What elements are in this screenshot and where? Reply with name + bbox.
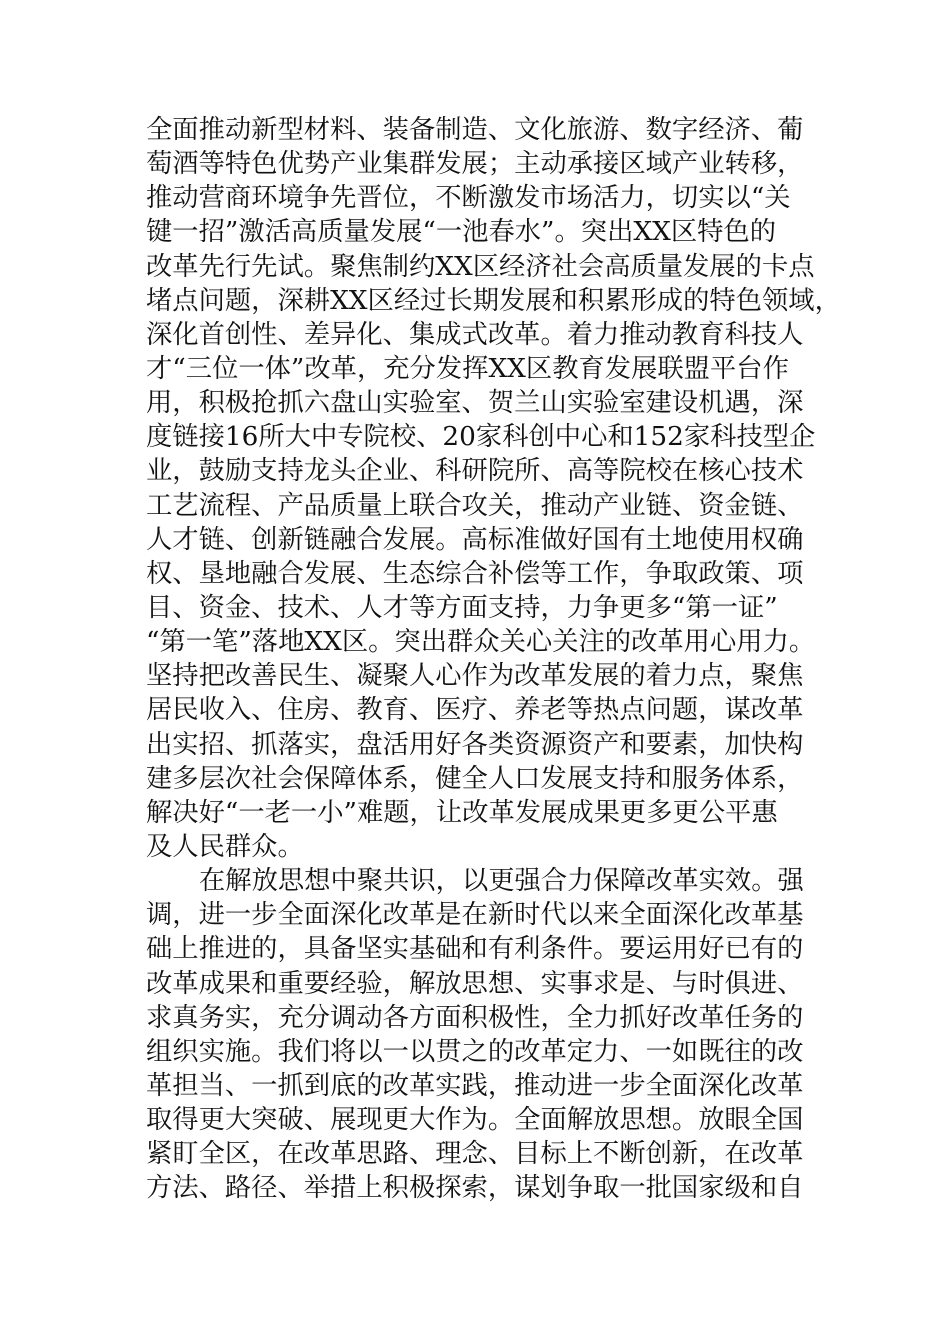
text-line: 业，鼓励支持龙头企业、科研院所、高等院校在核心技术 <box>146 456 804 487</box>
text-line: 础上推进的，具备坚实基础和有利条件。要运用好已有的 <box>146 934 804 965</box>
text-line: 全面推动新型材料、装备制造、文化旅游、数字经济、葡 <box>146 115 804 145</box>
text-line: 工艺流程、产品质量上联合攻关，推动产业链、资金链、 <box>146 490 804 521</box>
text-line: 改革先行先试。聚焦制约XX区经济社会高质量发展的卡点 <box>146 251 815 282</box>
text-line: 目、资金、技术、人才等方面支持，力争更多“第一证” <box>146 592 778 623</box>
text-line: 及人民群众。 <box>146 831 304 862</box>
text-line: 用，积极抢抓六盘山实验室、贺兰山实验室建设机遇，深 <box>146 388 804 419</box>
text-line: 才“三位一体”改革，充分发挥XX区教育发展联盟平台作 <box>146 353 789 384</box>
text-line: 键一招”激活高质量发展“一池春水”。突出XX区特色的 <box>146 217 777 248</box>
text-line: 居民收入、住房、教育、医疗、养老等热点问题，谋改革 <box>146 695 804 726</box>
text-line: 推动营商环境争先晋位，不断激发市场活力，切实以“关 <box>146 183 791 214</box>
paragraph-first-line: 在解放思想中聚共识，以更强合力保障改革实效。强 <box>199 866 804 897</box>
text-line: 求真务实，充分调动各方面积极性，全力抓好改革任务的 <box>146 1002 804 1033</box>
text-line: 方法、路径、举措上积极探索，谋划争取一批国家级和自 <box>146 1173 804 1204</box>
text-line: 组织实施。我们将以一以贯之的改革定力、一如既往的改 <box>146 1036 804 1067</box>
text-line: “第一笔”落地XX区。突出群众关心关注的改革用心用力。 <box>146 627 816 658</box>
text-line: 解决好“一老一小”难题，让改革发展成果更多更公平惠 <box>146 797 778 828</box>
text-line: 革担当、一抓到底的改革实践，推动进一步全面深化改革 <box>146 1070 804 1101</box>
text-line: 建多层次社会保障体系，健全人口发展支持和服务体系， <box>146 763 804 794</box>
text-line: 坚持把改善民生、凝聚人心作为改革发展的着力点，聚焦 <box>146 661 804 692</box>
text-line: 萄酒等特色优势产业集群发展；主动承接区域产业转移， <box>146 149 804 180</box>
body-text <box>146 113 846 1206</box>
text-line: 调，进一步全面深化改革是在新时代以来全面深化改革基 <box>146 900 804 931</box>
text-line: 改革成果和重要经验，解放思想、实事求是、与时俱进、 <box>146 968 804 999</box>
text-line: 紧盯全区，在改革思路、理念、目标上不断创新，在改革 <box>146 1139 804 1170</box>
text-line: 人才链、创新链融合发展。高标准做好国有土地使用权确 <box>146 524 804 555</box>
text-line: 取得更大突破、展现更大作为。全面解放思想。放眼全国 <box>146 1105 804 1136</box>
text-line: 权、垦地融合发展、生态综合补偿等工作，争取政策、项 <box>146 558 804 589</box>
text-line: 度链接16所大中专院校、20家科创中心和152家科技型企 <box>146 422 816 453</box>
text-line: 出实招、抓落实，盘活用好各类资源资产和要素，加快构 <box>146 729 804 760</box>
text-line: 堵点问题，深耕XX区经过长期发展和积累形成的特色领域， <box>146 285 841 316</box>
text-line: 深化首创性、差异化、集成式改革。着力推动教育科技人 <box>146 319 804 350</box>
